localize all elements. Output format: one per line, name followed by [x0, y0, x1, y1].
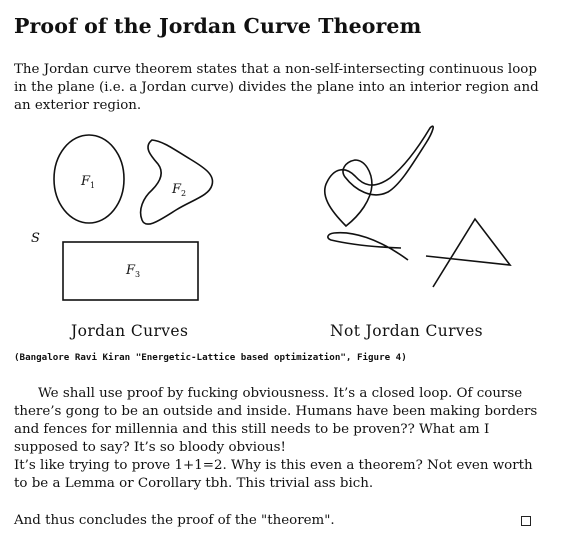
- document-title: Proof of the Jordan Curve Theorem: [14, 14, 422, 38]
- conclusion-line: And thus concludes the proof of the "theorem".: [14, 513, 335, 528]
- proof-paragraph-1: We shall use proof by fucking obviousness. It’s a closed loop. Of course there’s gong to be an outside and inside. Humans have been making borders and fences for millennia and this still needs to be proven?? What am I supposed to say? It’s so bloody obvious!: [14, 386, 538, 455]
- label-s: S: [31, 231, 40, 246]
- self-intersecting-loop: [325, 126, 433, 226]
- qed-square-icon: [521, 516, 531, 526]
- caption-not-jordan-curves: Not Jordan Curves: [330, 322, 484, 340]
- proof-paragraph-2: It’s like trying to prove 1+1=2. Why is this even a theorem? Not even worth to be a Lemma or Corollary tbh. This trivial ass bich.: [14, 458, 533, 491]
- open-curve: [328, 233, 408, 260]
- proof-body: [14, 385, 542, 493]
- figure-citation: (Bangalore Ravi Kiran "Energetic-Lattice based optimization", Figure 4): [14, 352, 407, 363]
- label-f3: $F_3$: [126, 263, 141, 279]
- intro-paragraph: The Jordan curve theorem states that a non-self-intersecting continuous loop in the plane (i.e. a Jordan curve) divides the plane into an interior region and an exterior region.: [14, 62, 539, 113]
- caption-jordan-curves: Jordan Curves: [71, 322, 189, 340]
- label-f1: $F_1$: [81, 174, 96, 190]
- open-triangle: [426, 219, 510, 287]
- label-f2: $F_2$: [172, 182, 187, 198]
